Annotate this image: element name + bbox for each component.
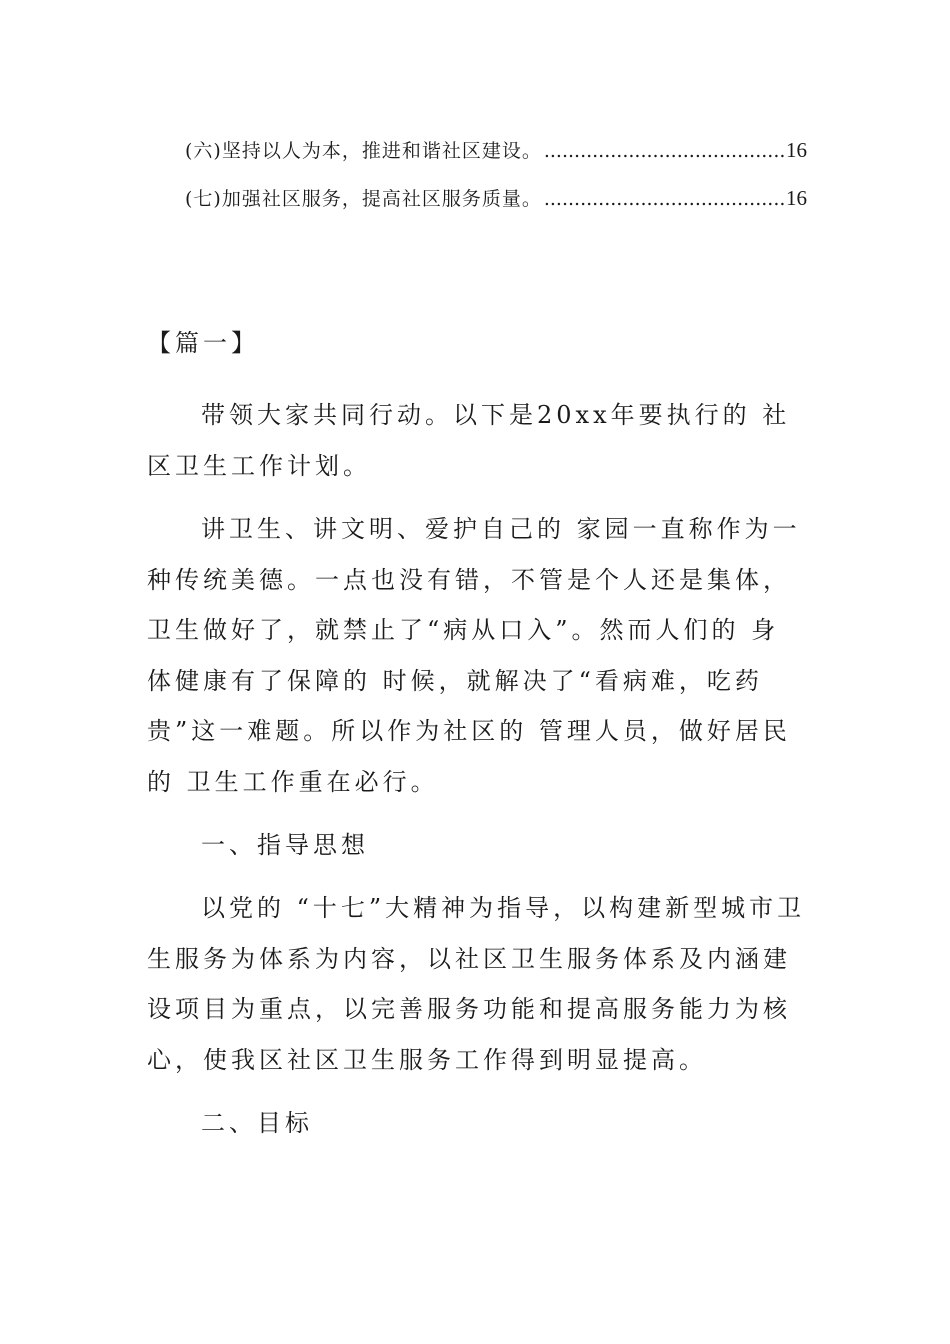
toc-entry-label: (七)加强社区服务，提高社区服务质量。 — [185, 188, 542, 210]
toc-leader-dots — [544, 140, 784, 162]
toc-entry[interactable] — [185, 136, 807, 184]
toc-entry-page: 16 — [786, 138, 807, 162]
toc-entry-label: (六)坚持以人为本，推进和谐社区建设。 — [185, 140, 542, 162]
heading-goals: 二、目标 — [201, 1109, 313, 1137]
background-paragraph: 讲卫生、讲文明、爱护自己的 家园一直称作为一种传统美德。一点也没有错，不管是个人还是集体，卫生做好了，就禁止了“病从口入”。然而人们的 身体健康有了保障的 时候，就解决了“看病难，吃药贵”这一难题。所以作为社区的 管理人员，做好居民的 卫生工作重在必行。 — [147, 515, 801, 796]
guiding-paragraph: 以党的 “十七”大精神为指导，以构建新型城市卫生服务为体系为内容，以社区卫生服务体系及内涵建设项目为重点，以完善服务功能和提高服务能力为核心，使我区社区卫生服务工作得到明显提高。 — [147, 894, 806, 1074]
intro-paragraph: 带领大家共同行动。以下是20xx年要执行的 社区卫生工作计划。 — [147, 401, 791, 480]
heading-guiding-ideology: 一、指导思想 — [201, 831, 369, 859]
toc-entry[interactable] — [185, 184, 807, 232]
toc-entry-page: 16 — [786, 186, 807, 210]
document-body — [147, 322, 807, 1161]
toc-leader-dots — [544, 188, 784, 210]
section-title: 【篇一】 — [147, 329, 259, 357]
table-of-contents — [185, 136, 807, 232]
